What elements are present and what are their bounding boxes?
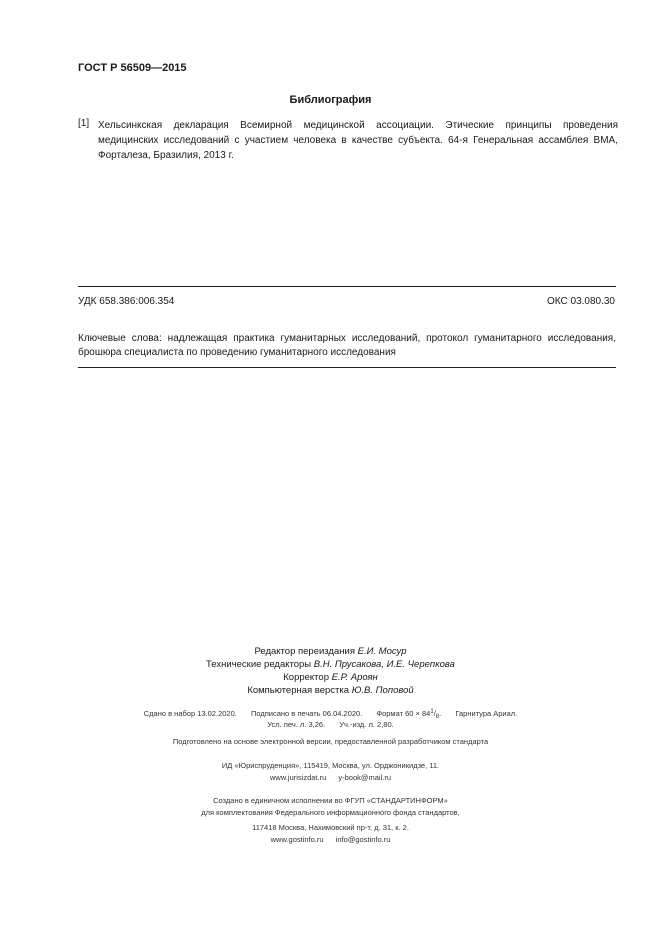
creator-site-link[interactable]: www.gostinfo.ru bbox=[270, 834, 324, 844]
divider-bottom bbox=[78, 367, 616, 368]
editor-line bbox=[0, 658, 661, 671]
editor-role: Редактор переиздания bbox=[254, 646, 355, 657]
publishing-sheets: Уч.-изд. л. 2,80. bbox=[339, 720, 394, 729]
publisher-contacts bbox=[0, 772, 661, 784]
font-name: Гарнитура Ариал. bbox=[455, 709, 518, 718]
editor-role: Корректор bbox=[283, 672, 329, 683]
editors-block bbox=[0, 645, 661, 697]
creator-line-1: Создано в единичном исполнении во ФГУП «СТАНДАРТИНФОРМ» bbox=[213, 796, 448, 805]
bibliography-entry-text: Хельсинкская декларация Всемирной медицинской ассоциации. Этические принципы проведения медицинских исследований с участием человека в качестве субъекта. 64-я Генеральная ассамблея ВМА, Форталеза, Бразилия, 2013 г. bbox=[98, 120, 618, 161]
publisher-site-link[interactable]: www.jurisizdat.ru bbox=[270, 772, 327, 782]
printed-sheets: Усл. печ. л. 3,26. bbox=[267, 720, 326, 729]
publication-sheets-line bbox=[0, 720, 661, 729]
publisher-email-link[interactable]: y-book@mail.ru bbox=[338, 772, 391, 782]
keywords-paragraph: Ключевые слова: надлежащая практика гуманитарных исследований, протокол гуманитарного исследования, брошюра специалиста по проведению гуманитарного исследования bbox=[78, 333, 616, 358]
oks-code: ОКС 03.080.30 bbox=[547, 296, 615, 307]
editor-line bbox=[0, 671, 661, 684]
format-spec: Формат $60 \times 84^1/_8$. bbox=[376, 709, 442, 720]
editor-name: В.Н. Прусакова, И.Е. Черепкова bbox=[313, 659, 455, 670]
signed-date: Подписано в печать 06.04.2020. bbox=[250, 709, 363, 718]
udk-code: УДК 658.386:006.354 bbox=[78, 296, 175, 307]
submitted-date: Сдано в набор 13.02.2020. bbox=[143, 709, 237, 718]
prepared-note: Подготовлено на основе электронной версии, предоставленной разработчиком стандарта bbox=[172, 737, 489, 746]
editor-line bbox=[0, 645, 661, 658]
publisher-address: ИД «Юриспруденция», 115419, Москва, ул. Орджоникидзе, 11. bbox=[221, 761, 440, 770]
creator-block bbox=[0, 795, 661, 845]
format-denominator: 8 bbox=[435, 714, 440, 720]
editor-name: Е.Р. Ароян bbox=[331, 672, 378, 683]
creator-address: 117418 Москва, Нахимовский пр-т, д. 31, к. 2. bbox=[252, 823, 409, 832]
creator-line-2: для комплектования Федерального информационного фонда стандартов, bbox=[201, 807, 460, 817]
publisher-block bbox=[0, 760, 661, 783]
standard-code-header: ГОСТ Р 56509—2015 bbox=[78, 62, 187, 74]
creator-contacts bbox=[0, 834, 661, 846]
editor-role: Технические редакторы bbox=[206, 659, 312, 670]
bibliography-entry-number: [1] bbox=[78, 118, 90, 129]
creator-email-link[interactable]: info@gostinfo.ru bbox=[335, 834, 391, 844]
editor-name: Е.И. Мосур bbox=[357, 646, 407, 657]
editor-role: Компьютерная верстка bbox=[247, 685, 350, 696]
publication-details-line bbox=[0, 709, 661, 720]
format-numerator: 1 bbox=[430, 709, 434, 715]
editor-name: Ю.В. Поповой bbox=[351, 685, 414, 696]
editor-line bbox=[0, 684, 661, 697]
bibliography-title: Библиография bbox=[289, 94, 372, 106]
format-label: Формат 60 × 84 bbox=[376, 709, 431, 718]
divider-top bbox=[78, 286, 616, 287]
